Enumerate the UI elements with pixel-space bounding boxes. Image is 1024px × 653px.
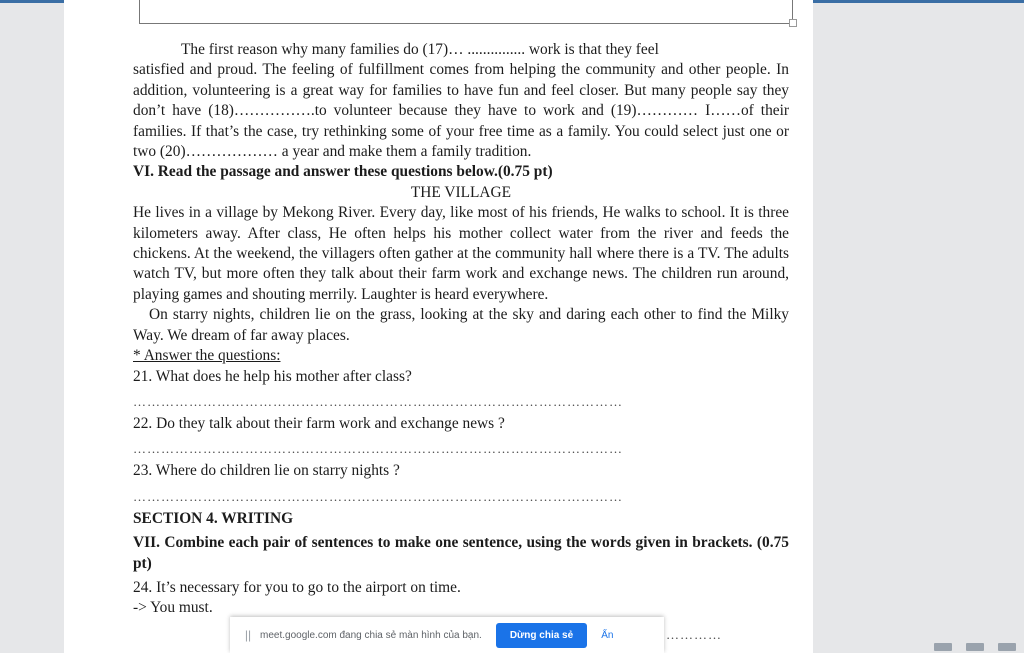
taskbar-icon[interactable] — [998, 643, 1016, 651]
answer-line-23: …………………………………………………………………………………………… — [133, 489, 623, 504]
trailing-answer-dots: ………… — [666, 627, 722, 642]
question-22: 22. Do they talk about their farm work and exchange news ? — [133, 414, 505, 432]
question-23: 23. Where do children lie on starry nights ? — [133, 462, 400, 480]
text-frame-box — [139, 0, 793, 24]
hide-bar-link[interactable]: Ẩn — [601, 629, 614, 641]
section4-heading: SECTION 4. WRITING — [133, 509, 294, 527]
stop-sharing-button[interactable]: Dừng chia sẻ — [496, 623, 587, 648]
village-paragraph-1: He lives in a village by Mekong River. Every day, like most of his friends, He walks to school. It is three kilometers away. After class, He often helps his mother collect water from the river and feeds the chickens. At the weekend, the villagers often gather at the community hall where there is a TV. The adults watch TV, but more often they talk about their farm work and exchange news. The children run around, playing games and shouting merrily. Laughter is heard everywhere. — [133, 204, 789, 303]
drag-handle-icon[interactable]: || — [244, 628, 252, 642]
taskbar-icons — [934, 643, 1016, 653]
question-24: 24. It’s necessary for you to go to the airport on time. — [133, 578, 461, 596]
document-body — [133, 40, 789, 619]
section6-heading: VI. Read the passage and answer these questions below.(0.75 pt) — [133, 163, 553, 181]
section7-instruction: VII. Combine each pair of sentences to make one sentence, using the words given in brackets. (0.75 pt) — [133, 534, 789, 572]
answer-line-21: …………………………………………………………………………………………… — [133, 394, 623, 409]
question-24-answer: -> You must. — [133, 599, 213, 617]
village-paragraph-2: On starry nights, children lie on the grass, looking at the sky and daring each other to find the Milky Way. We dream of far away places. — [133, 306, 789, 344]
passage-line-1: The first reason why many families do (17)… ............... work is that they feel — [181, 41, 659, 58]
question-21: 21. What does he help his mother after class? — [133, 367, 412, 385]
passage-paragraph: satisfied and proud. The feeling of fulfillment comes from helping the community and other people. In addition, volunteering is a great way for families to have fun and feel closer. But many people say they don’t have (18)…………….to volunteer because they have to work and (19)………… I……of their families. If that’s the case, try rethinking some of your free time as a family. You could select just one or two (20)……………… a year and make them a family tradition. — [133, 61, 789, 161]
answer-line-22: …………………………………………………………………………………………… — [133, 442, 623, 457]
taskbar-icon[interactable] — [934, 643, 952, 651]
share-status-text: meet.google.com đang chia sẻ màn hình của bạn. — [260, 629, 482, 641]
taskbar-icon[interactable] — [966, 643, 984, 651]
answer-label: * Answer the questions: — [133, 347, 281, 365]
screen-share-bar — [230, 617, 664, 653]
frame-resize-handle[interactable] — [789, 19, 797, 27]
passage-title: THE VILLAGE — [410, 183, 512, 201]
